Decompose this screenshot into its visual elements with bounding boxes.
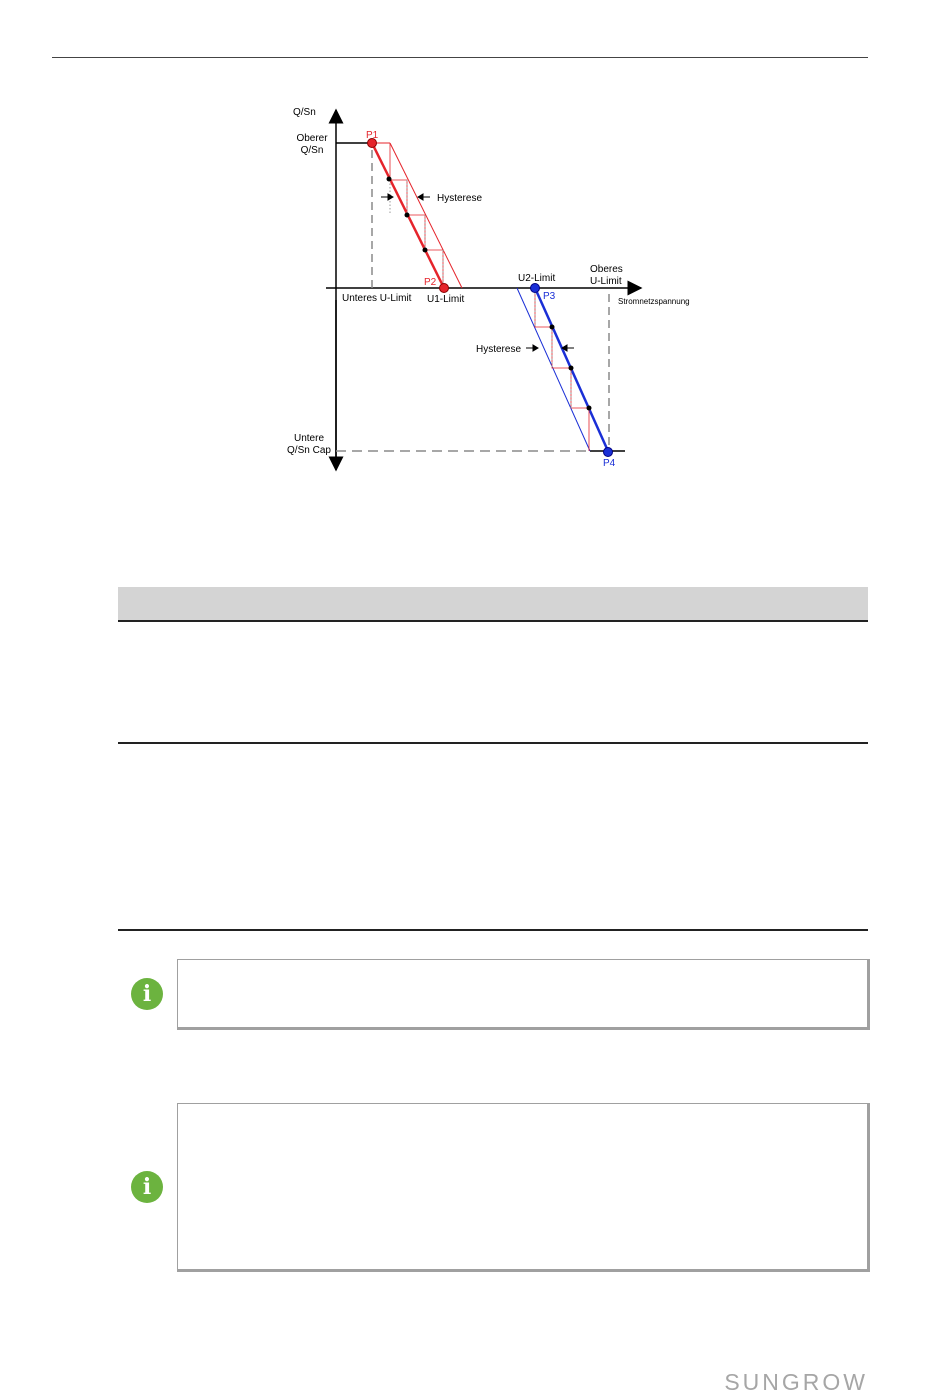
u2-limit-label: U2-Limit	[518, 273, 556, 284]
point-p4-label: P4	[603, 458, 616, 469]
upper-q-label-line1: Oberer	[296, 133, 328, 144]
table-header-row	[118, 587, 868, 622]
info-icon: i	[131, 978, 163, 1010]
sungrow-logo: SUNGROW	[724, 1369, 868, 1395]
x-axis-label: Stromnetzspannung	[618, 297, 690, 306]
hysteresis-label-bottom: Hysterese	[476, 344, 522, 355]
table-row-divider	[118, 742, 868, 744]
lower-q-label-line1: Untere	[293, 433, 325, 444]
hysteresis-arrows-bottom	[526, 345, 574, 351]
hysteresis-arrows-top	[381, 194, 430, 200]
point-p3	[531, 284, 540, 293]
note-box-1	[177, 959, 870, 1030]
lower-q-label-line2: Q/Sn Cap	[287, 445, 331, 456]
reactive-power-voltage-curve-diagram	[0, 0, 950, 520]
point-p2-label: P2	[424, 277, 437, 288]
point-p1-label: P1	[366, 130, 379, 141]
point-p2	[440, 284, 449, 293]
u1-limit-label: U1-Limit	[427, 294, 465, 305]
table-bottom-rule	[118, 929, 868, 931]
point-p3-label: P3	[543, 291, 556, 302]
blue-band-left-edge	[517, 288, 590, 451]
point-p4	[604, 448, 613, 457]
lower-u-limit-label: Unteres U-Limit	[342, 293, 412, 304]
red-hysteresis-steps	[390, 143, 443, 288]
upper-q-label-line2: Q/Sn	[300, 145, 324, 156]
y-axis-label: Q/Sn	[293, 107, 316, 118]
info-icon: i	[131, 1171, 163, 1203]
hysteresis-label-top: Hysterese	[437, 193, 483, 204]
upper-u-limit-label-line1: Oberes	[590, 264, 623, 275]
upper-u-limit-label-line2: U-Limit	[590, 276, 622, 287]
note-box-2	[177, 1103, 870, 1272]
blue-hysteresis-steps	[535, 293, 589, 451]
red-band-right-edge	[390, 143, 462, 288]
